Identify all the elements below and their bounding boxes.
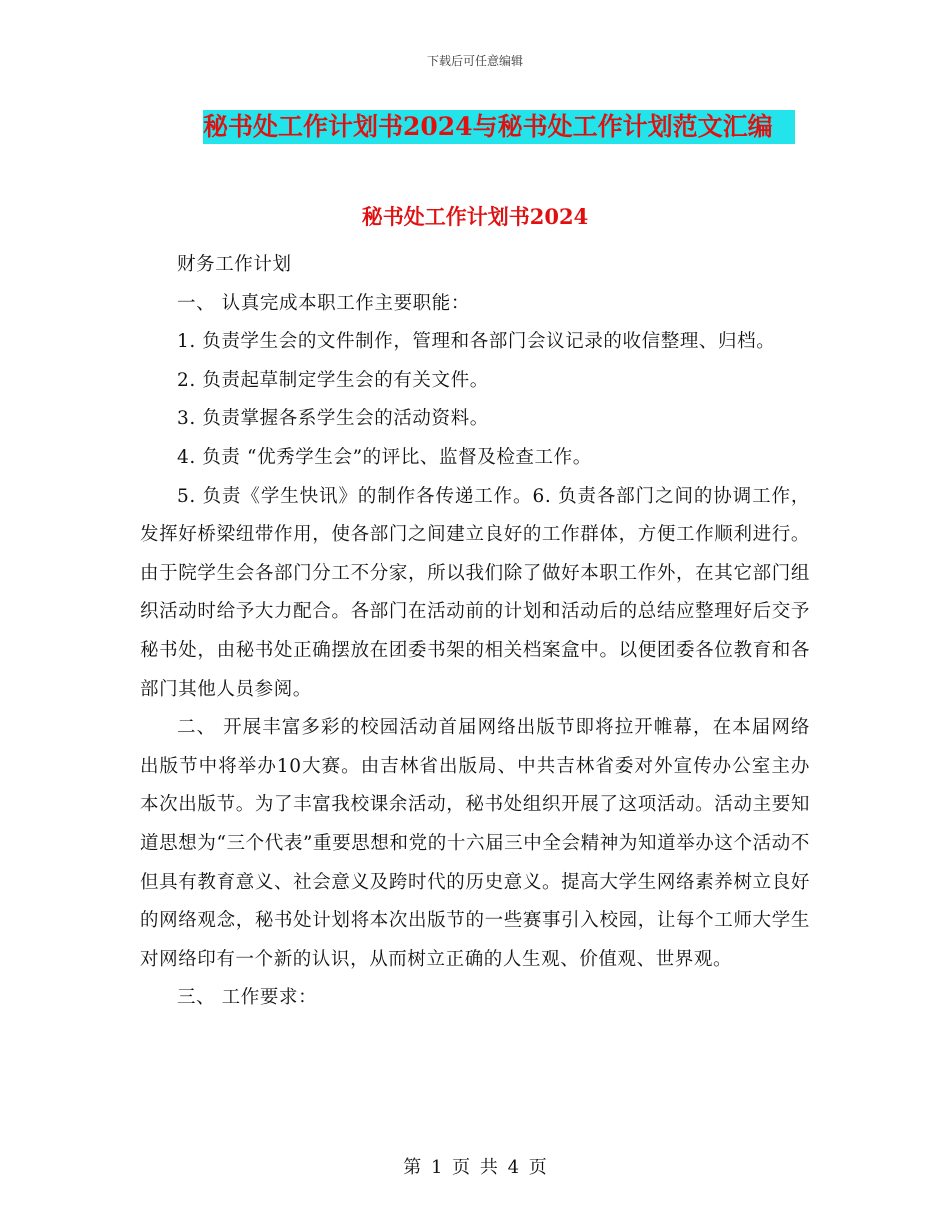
paragraph-section-two: 二、 开展丰富多彩的校园活动首届网络出版节即将拉开帷幕，在本届网络出版节中将举办10大赛。由吉林省出版局、中共吉林省委对外宣传办公室主办本次出版节。为了丰富我校课余活动，秘书处组织开展了这项活动。活动主要知道思想为“三个代表”重要思想和党的十六届三中全会精神为知道举办这个活动不但具有教育意义、社会意义及跨时代的历史意义。提高大学生网络素养树立良好的网络观念，秘书处计划将本次出版节的一些赛事引入校园，让每个工师大学生对网络印有一个新的认识，从而树立正确的人生观、价值观、世界观。: [140, 717, 810, 970]
paragraph-item-1: 1. 负责学生会的文件制作，管理和各部门会议记录的收信整理、归档。: [177, 331, 776, 353]
paragraph-item-5-6: 5. 负责《学生快讯》的制作各传递工作。6. 负责各部门之间的协调工作，发挥好桥梁纽带作用，使各部门之间建立良好的工作群体，方便工作顺利进行。由于院学生会各部门分工不分家，所以我们除了做好本职工作外，在其它部门组织活动时给予大力配合。各部门在活动前的计划和活动后的总结应整理好后交予秘书处，由秘书处正确摆放在团委书架的相关档案盒中。以便团委各位教育和各部门其他人员参阅。: [140, 485, 810, 700]
paragraph-item-4: 4. 负责 “优秀学生会”的评比、监督及检查工作。: [177, 446, 592, 468]
document-body: [140, 246, 810, 1018]
section-title: 秘书处工作计划书2024: [361, 204, 589, 229]
paragraph-finance-plan: 财务工作计划: [177, 254, 292, 275]
paragraph-item-3: 3. 负责掌握各系学生会的活动资料。: [177, 408, 489, 430]
page-indicator: 第 1 页 共 4 页: [403, 1157, 547, 1178]
document-title: 秘书处工作计划书2024与秘书处工作计划范文汇编: [203, 112, 773, 141]
paragraph-section-one: 一、 认真完成本职工作主要职能：: [177, 292, 470, 314]
header-note: 下载后可任意编辑: [426, 54, 523, 68]
paragraph-item-2: 2. 负责起草制定学生会的有关文件。: [177, 369, 489, 391]
paragraph-section-three: 三、 工作要求：: [177, 987, 318, 1009]
title-highlight: [203, 110, 795, 144]
